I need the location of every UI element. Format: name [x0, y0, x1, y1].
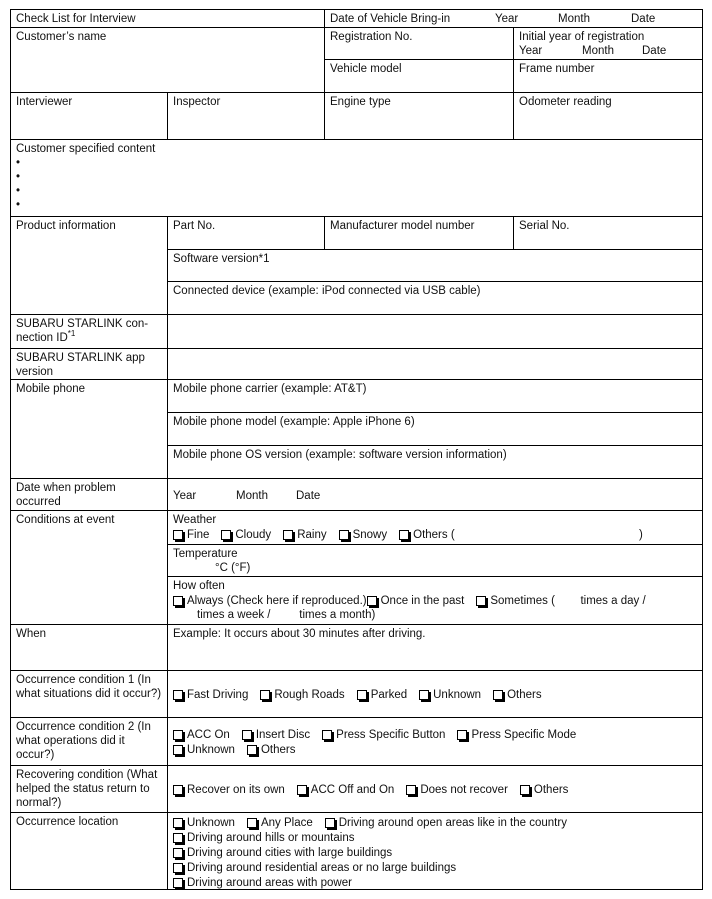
occ1-label: Occurrence condition 1 (In what situations did it occur?) — [16, 674, 162, 700]
option-label: Others ( — [413, 528, 455, 541]
temperature-label: Temperature — [173, 548, 238, 560]
when-label-cell — [10, 624, 168, 671]
weather-cell — [167, 510, 703, 545]
interviewer-label: Interviewer — [16, 96, 73, 108]
occ1-others-option[interactable] — [493, 688, 542, 702]
inspector-cell[interactable] — [167, 92, 325, 140]
option-label: ACC Off and On — [310, 783, 395, 796]
weather-cloudy-option[interactable] — [221, 528, 271, 542]
software-version-label: Software version*1 — [173, 253, 270, 265]
recover-label: Recovering condition (What helped the status return to normal?) — [16, 769, 158, 809]
checkbox-icon[interactable] — [339, 530, 349, 540]
mobile-phone-cell — [10, 379, 168, 479]
weather-fine-option[interactable] — [173, 528, 209, 542]
bullet-item — [16, 156, 697, 170]
mobile-phone-label: Mobile phone — [16, 383, 86, 395]
mobile-carrier-label: Mobile phone carrier (example: AT&T) — [173, 383, 367, 395]
option-label: Press Specific Mode — [471, 728, 577, 741]
recover-others-option[interactable] — [520, 783, 569, 797]
option-label: Insert Disc — [255, 728, 311, 741]
recover-not-option[interactable] — [406, 783, 508, 797]
location-any-option[interactable] — [247, 816, 313, 830]
occ2-insert-disc-option[interactable] — [242, 728, 310, 742]
weather-rainy-option[interactable] — [283, 528, 326, 542]
registration-cell[interactable] — [324, 27, 514, 60]
option-label: Fine — [187, 528, 210, 541]
software-version-cell[interactable] — [167, 249, 703, 282]
problem-date-value[interactable] — [167, 478, 703, 511]
location-power-option[interactable] — [173, 876, 352, 890]
option-label: Driving around areas with power — [187, 876, 352, 889]
option-label: Unknown — [187, 816, 235, 829]
option-label: Snowy — [352, 528, 388, 541]
initial-year-cell[interactable] — [513, 27, 703, 60]
bullet-item — [16, 170, 697, 184]
engine-type-cell[interactable] — [324, 92, 514, 140]
manufacturer-model-label: Manufacturer model number — [330, 220, 475, 232]
checkbox-icon[interactable] — [247, 818, 257, 828]
checkbox-icon[interactable] — [173, 596, 183, 606]
occ2-unknown-option[interactable] — [173, 743, 235, 757]
vehicle-model-cell[interactable] — [324, 59, 514, 93]
conditions-label: Conditions at event — [16, 514, 115, 526]
interviewer-cell[interactable] — [10, 92, 168, 140]
problem-date-month: Month — [236, 490, 268, 502]
customer-specified-cell[interactable] — [10, 139, 703, 217]
occ2-options-cell — [167, 717, 703, 766]
occ2-label-cell — [10, 717, 168, 766]
occ1-rough-option[interactable] — [260, 688, 344, 702]
option-label: Unknown — [433, 688, 482, 701]
option-label: Rough Roads — [274, 688, 345, 701]
checkbox-icon[interactable] — [283, 530, 293, 540]
manufacturer-model-cell[interactable] — [324, 216, 514, 250]
serial-no-label: Serial No. — [519, 220, 570, 232]
starlink-id-footnote: *1 — [67, 329, 76, 339]
checkbox-icon[interactable] — [242, 730, 252, 740]
part-no-cell[interactable] — [167, 216, 325, 250]
weather-others-option[interactable] — [399, 528, 455, 542]
checkbox-icon[interactable] — [406, 785, 416, 795]
option-label: Others — [260, 743, 296, 756]
checkbox-icon[interactable] — [419, 690, 429, 700]
bring-in-date-cell[interactable] — [324, 9, 703, 28]
occ1-options-cell — [167, 670, 703, 718]
option-label: ACC On — [187, 728, 230, 741]
checkbox-icon[interactable] — [493, 690, 503, 700]
occ2-others-option[interactable] — [247, 743, 296, 757]
mobile-model-label: Mobile phone model (example: Apple iPhone 6) — [173, 416, 415, 428]
starlink-app-label: SUBARU STARLINK app version — [16, 352, 145, 378]
checkbox-icon[interactable] — [357, 690, 367, 700]
occ2-label: Occurrence condition 2 (In what operations did it occur?) — [16, 721, 151, 761]
checkbox-icon[interactable] — [221, 530, 231, 540]
bring-in-date: Date — [631, 13, 656, 25]
option-label: Any Place — [260, 816, 313, 829]
when-example: Example: It occurs about 30 minutes after driving. — [173, 628, 426, 640]
option-label: Others — [507, 688, 542, 701]
often-sometimes-option[interactable] — [476, 594, 645, 608]
starlink-id-label-cell — [10, 314, 168, 349]
bullet-item — [16, 184, 697, 198]
connected-device-cell[interactable] — [167, 281, 703, 315]
option-label: Fast Driving — [187, 688, 249, 701]
location-unknown-option[interactable] — [173, 816, 235, 830]
occ1-unknown-option[interactable] — [419, 688, 481, 702]
initial-year-date: Date — [642, 45, 667, 57]
location-cities-option[interactable] — [173, 846, 392, 860]
serial-no-cell[interactable] — [513, 216, 703, 250]
engine-type-label: Engine type — [330, 96, 391, 108]
option-label: Driving around hills or mountains — [187, 831, 355, 844]
mobile-carrier-cell[interactable] — [167, 379, 703, 413]
checkbox-icon[interactable] — [247, 745, 257, 755]
problem-date-label-cell — [10, 478, 168, 511]
checkbox-icon[interactable] — [457, 730, 467, 740]
frame-number-label: Frame number — [519, 63, 595, 75]
bullet-item — [16, 198, 697, 212]
checkbox-icon[interactable] — [520, 785, 530, 795]
starlink-id-value[interactable] — [167, 314, 703, 349]
checkbox-icon[interactable] — [322, 730, 332, 740]
when-label: When — [16, 628, 47, 640]
conditions-cell — [10, 510, 168, 625]
inspector-label: Inspector — [173, 96, 221, 108]
problem-date-label: Date when problem occurred — [16, 482, 116, 508]
recover-options-cell — [167, 765, 703, 813]
location-country-option[interactable] — [325, 816, 567, 830]
option-label: Others — [533, 783, 569, 796]
product-info-label: Product information — [16, 220, 116, 232]
checkbox-icon[interactable] — [173, 530, 183, 540]
starlink-app-value[interactable] — [167, 348, 703, 380]
option-label: Rainy — [297, 528, 327, 541]
starlink-app-label-cell — [10, 348, 168, 380]
occ1-label-cell — [10, 670, 168, 718]
checkbox-icon[interactable] — [173, 833, 183, 843]
part-no-label: Part No. — [173, 220, 216, 232]
often-once-option[interactable] — [367, 594, 465, 608]
option-label: Driving around cities with large buildings — [187, 846, 393, 859]
customer-name-cell[interactable] — [10, 27, 325, 93]
option-label: Unknown — [187, 743, 235, 756]
recover-own-option[interactable] — [173, 783, 285, 797]
checkbox-icon[interactable] — [173, 730, 183, 740]
mobile-os-cell[interactable] — [167, 445, 703, 479]
occ1-fast-option[interactable] — [173, 688, 248, 702]
option-label: Press Specific Button — [336, 728, 446, 741]
location-hills-option[interactable] — [173, 831, 354, 845]
starlink-id-label: SUBARU STARLINK con- nection ID — [16, 318, 149, 344]
checkbox-icon[interactable] — [367, 596, 377, 606]
occ1-parked-option[interactable] — [357, 688, 407, 702]
checkbox-icon[interactable] — [297, 785, 307, 795]
registration-label: Registration No. — [330, 31, 413, 43]
customer-name-label: Customer’s name — [16, 31, 107, 43]
bring-in-year: Year — [495, 13, 519, 25]
weather-others-close: ) — [639, 529, 643, 541]
problem-date-date: Date — [296, 490, 321, 502]
often-always-option[interactable] — [173, 594, 367, 608]
temperature-unit: °C (°F) — [215, 562, 251, 574]
initial-year-year: Year — [519, 45, 543, 57]
occ2-button-option[interactable] — [322, 728, 445, 742]
when-value-cell[interactable] — [167, 624, 703, 671]
option-label: Does not recover — [420, 783, 508, 796]
checkbox-icon[interactable] — [173, 878, 183, 888]
form-title-text: Check List for Interview — [16, 13, 136, 25]
initial-year-month: Month — [582, 45, 614, 57]
checkbox-icon[interactable] — [173, 690, 183, 700]
weather-label: Weather — [173, 514, 217, 526]
occ2-mode-option[interactable] — [457, 728, 576, 742]
location-options-cell — [167, 812, 703, 890]
option-label: Parked — [370, 688, 408, 701]
option-label: Sometimes ( times a day / — [490, 594, 646, 607]
location-label: Occurrence location — [16, 816, 119, 828]
mobile-model-cell[interactable] — [167, 412, 703, 446]
checkbox-icon[interactable] — [173, 785, 183, 795]
recover-label-cell — [10, 765, 168, 813]
option-label: Recover on its own — [187, 783, 285, 796]
bring-in-label: Date of Vehicle Bring-in — [330, 13, 451, 25]
option-label: Always (Check here if reproduced.) — [187, 594, 367, 607]
temperature-cell[interactable] — [167, 544, 703, 577]
odometer-cell[interactable] — [513, 92, 703, 140]
checkbox-icon[interactable] — [399, 530, 409, 540]
checkbox-icon[interactable] — [260, 690, 270, 700]
frame-number-cell[interactable] — [513, 59, 703, 93]
problem-date-year: Year — [173, 490, 197, 502]
checkbox-icon[interactable] — [476, 596, 486, 606]
how-often-cell — [167, 576, 703, 625]
location-residential-option[interactable] — [173, 861, 456, 875]
vehicle-model-label: Vehicle model — [330, 63, 402, 75]
checkbox-icon[interactable] — [173, 848, 183, 858]
form-title — [10, 9, 325, 28]
odometer-label: Odometer reading — [519, 96, 612, 108]
checkbox-icon[interactable] — [173, 863, 183, 873]
customer-specified-label: Customer specified content — [16, 143, 156, 155]
option-label: Driving around open areas like in the country — [338, 816, 567, 829]
connected-device-label: Connected device (example: iPod connected via USB cable) — [173, 285, 481, 297]
option-label: Once in the past — [380, 594, 465, 607]
occ2-acc-on-option[interactable] — [173, 728, 230, 742]
bring-in-month: Month — [558, 13, 590, 25]
checkbox-icon[interactable] — [325, 818, 335, 828]
option-label: Cloudy — [235, 528, 272, 541]
location-label-cell — [10, 812, 168, 890]
option-label: Driving around residential areas or no large buildings — [187, 861, 457, 874]
often-frequency-line: times a week / times a month) — [197, 609, 376, 621]
weather-snowy-option[interactable] — [339, 528, 388, 542]
checkbox-icon[interactable] — [173, 745, 183, 755]
recover-acc-option[interactable] — [297, 783, 395, 797]
initial-year-label: Initial year of registration — [519, 31, 645, 43]
product-info-cell — [10, 216, 168, 315]
mobile-os-label: Mobile phone OS version (example: software version information) — [173, 449, 507, 461]
how-often-label: How often — [173, 580, 225, 592]
checkbox-icon[interactable] — [173, 818, 183, 828]
